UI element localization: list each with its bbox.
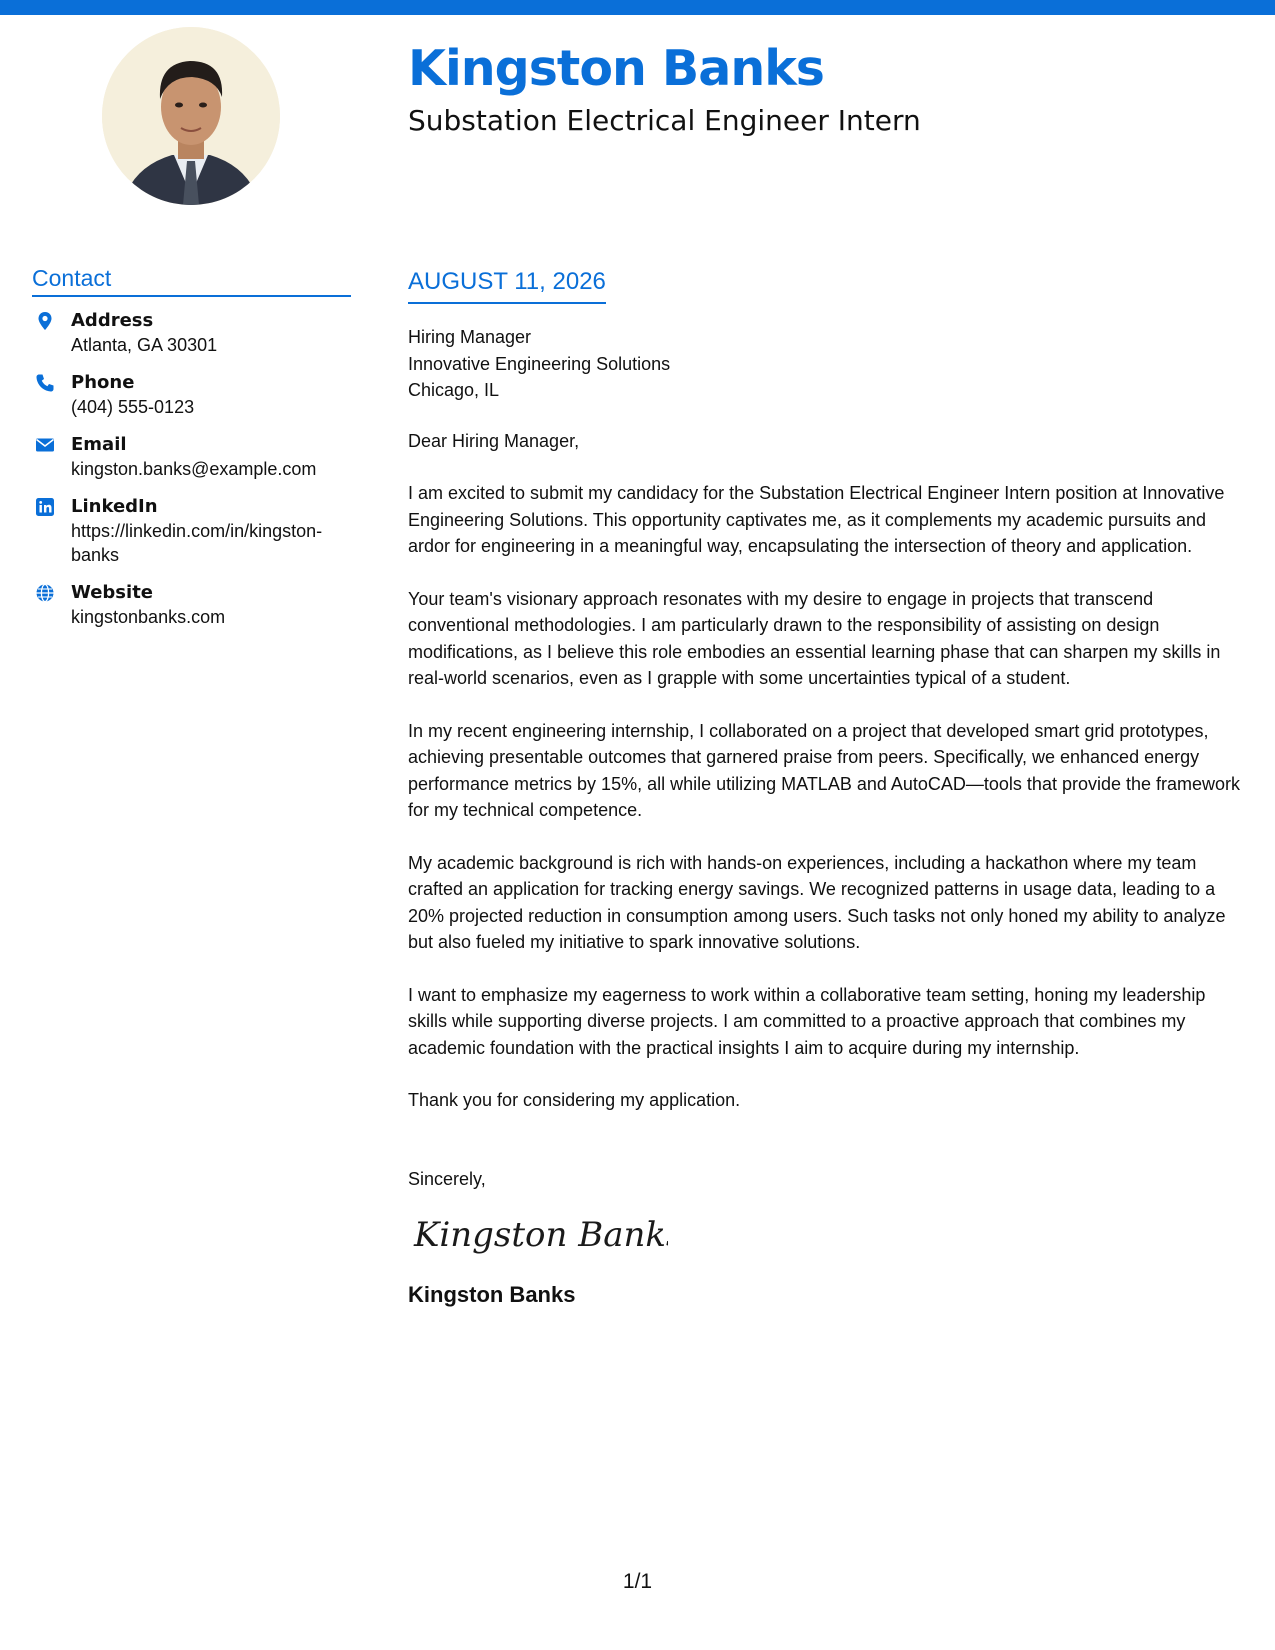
- website-link[interactable]: kingstonbanks.com: [71, 607, 226, 627]
- contact-item-phone: [32, 371, 351, 419]
- contact-label: Phone: [71, 372, 135, 393]
- contact-item-linkedin: [32, 495, 351, 567]
- recipient-block: [408, 324, 1248, 404]
- contact-value: (404) 555-0123: [71, 397, 195, 417]
- contact-sidebar: [32, 265, 351, 643]
- recipient-location: Chicago, IL: [408, 380, 500, 400]
- closing-thanks: Thank you for considering my application.: [408, 1090, 741, 1110]
- page-number: 1/1: [622, 1570, 653, 1593]
- letter-paragraph: Your team's visionary approach resonates with my desire to engage in projects that transcend conventional methodologies. I am particularly drawn to the responsibility of assisting on design modifications, as I believe this role embodies an essential learning phase that can sharpen my skills in real-world scenarios, even as I grapple with some uncertainties typical of a student.: [408, 588, 1221, 688]
- signature-image: [408, 1204, 668, 1264]
- contact-label: Address: [71, 310, 154, 331]
- contact-label: Website: [71, 582, 154, 603]
- linkedin-icon: [35, 497, 55, 517]
- contact-item-website: [32, 581, 351, 629]
- salutation: Dear Hiring Manager,: [408, 430, 580, 451]
- contact-item-address: [32, 309, 351, 357]
- contact-label: Email: [71, 434, 127, 455]
- signature-text: Kingston Banks: [414, 1214, 668, 1255]
- letter-paragraph: I want to emphasize my eagerness to work within a collaborative team setting, honing my leadership skills while supporting diverse projects. I am committed to a proactive approach that combines my academic foundation with the practical insights I aim to acquire during my internship.: [408, 984, 1206, 1058]
- top-accent-bar: [0, 0, 1275, 15]
- contact-value: kingston.banks@example.com: [71, 459, 317, 479]
- recipient-name: Hiring Manager: [408, 327, 532, 347]
- profile-photo: [102, 27, 280, 205]
- letter-paragraph: I am excited to submit my candidacy for the Substation Electrical Engineer Intern position at Innovative Engineering Solutions. This opportunity captivates me, as it complements my academic pursuits and ardor for engineering in a meaningful way, encapsulating the intersection of theory and application.: [408, 483, 1225, 556]
- signer-name: Kingston Banks: [408, 1281, 576, 1307]
- linkedin-link[interactable]: https://linkedin.com/in/kingston-banks: [71, 521, 323, 565]
- phone-icon: [35, 373, 55, 393]
- contact-item-email: [32, 433, 351, 481]
- signoff: Sincerely,: [408, 1168, 486, 1189]
- letter-date: AUGUST 11, 2026: [408, 268, 606, 304]
- contact-label: LinkedIn: [71, 496, 158, 517]
- globe-icon: [35, 583, 55, 603]
- letter-paragraph: My academic background is rich with hands-on experiences, including a hackathon where my team crafted an application for tracking energy savings. We recognized patterns in usage data, leading to a 20% projected reduction in consumption among users. Such tasks not only honed my ability to analyze but also fueled my initiative to spark innovative solutions.: [408, 852, 1226, 952]
- letter-paragraph: In my recent engineering internship, I collaborated on a project that developed smart grid prototypes, achieving presentable outcomes that garnered praise from peers. Specifically, we enhanced energy performance metrics by 15%, all while utilizing MATLAB and AutoCAD—tools that provide the framework for my technical competence.: [408, 720, 1241, 820]
- envelope-icon: [35, 435, 55, 455]
- applicant-name: Kingston Banks: [408, 40, 824, 97]
- contact-heading: Contact: [32, 265, 351, 297]
- job-title: Substation Electrical Engineer Intern: [408, 104, 921, 137]
- letter-body: [408, 268, 1248, 1308]
- recipient-company: Innovative Engineering Solutions: [408, 353, 671, 374]
- map-pin-icon: [35, 311, 55, 331]
- contact-value: Atlanta, GA 30301: [71, 335, 218, 355]
